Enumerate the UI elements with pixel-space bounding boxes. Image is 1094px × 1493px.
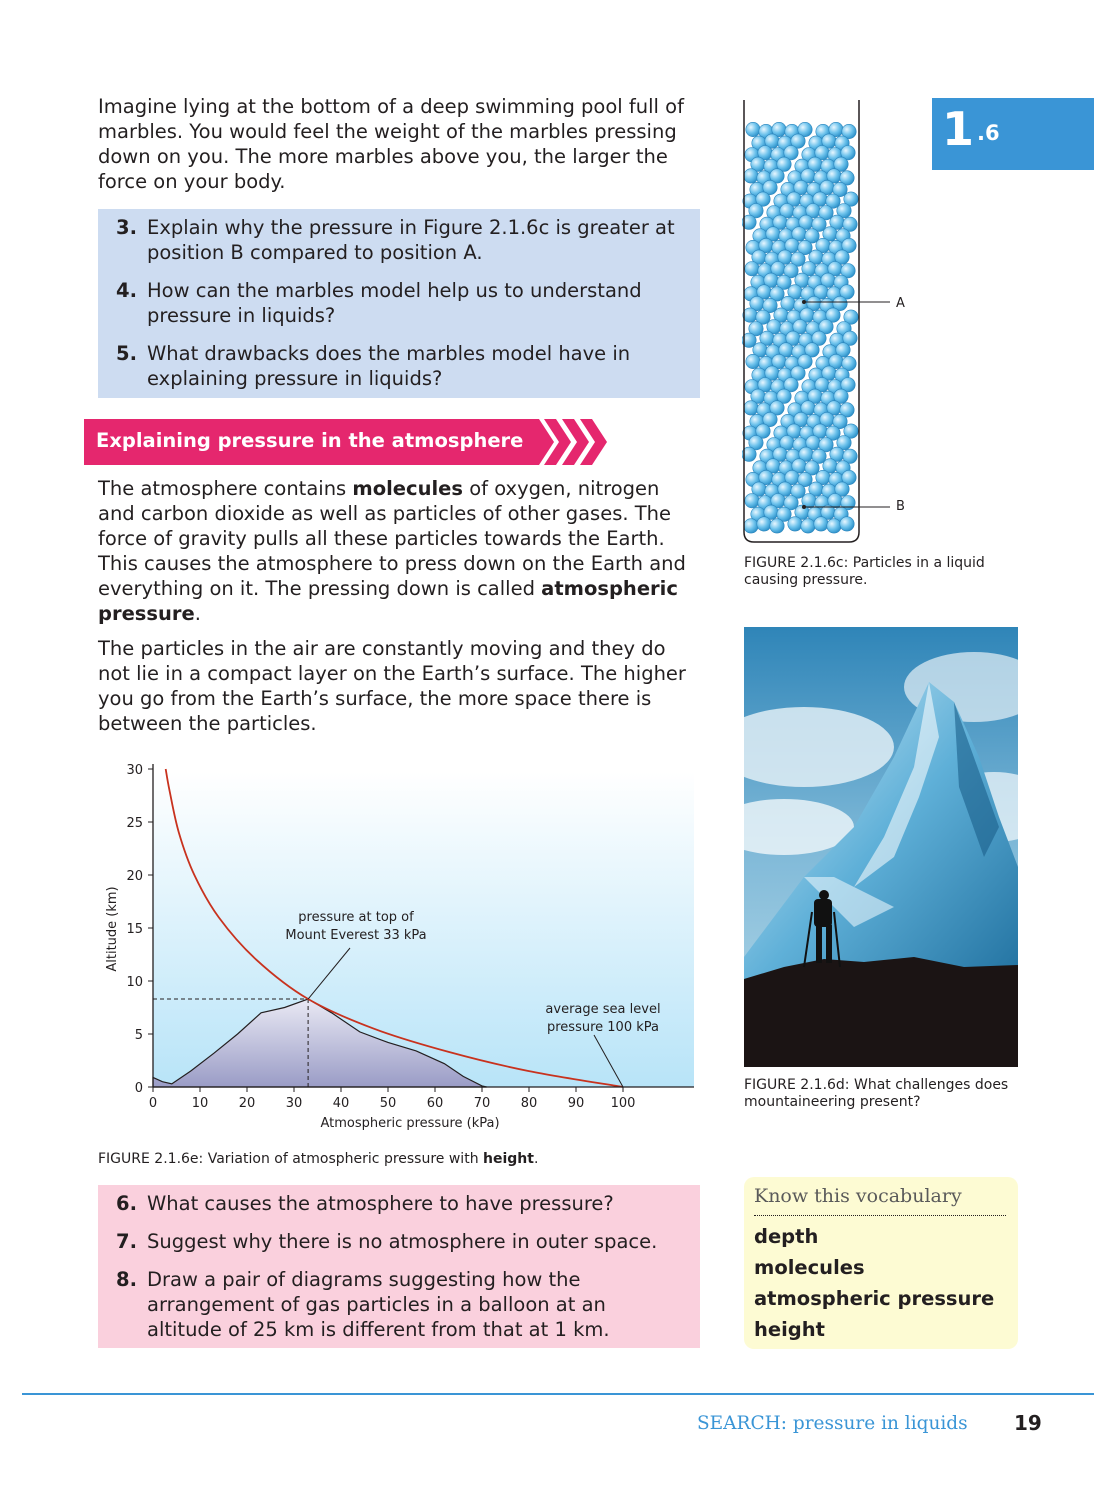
marbles-container-figure — [742, 100, 922, 550]
marble — [746, 122, 760, 136]
question-text: Draw a pair of diagrams suggesting how the arrangement of gas particles in a balloon at an altitude of 25 km is different from that at 1 km. — [147, 1268, 610, 1341]
question-5 — [116, 341, 684, 391]
question-6 — [116, 1191, 684, 1216]
y-tick-label: 0 — [134, 1081, 143, 1096]
pressure-altitude-chart — [94, 752, 714, 1137]
footer-search: SEARCH: pressure in liquids — [697, 1413, 968, 1434]
pointer-dot-a — [802, 300, 806, 304]
y-axis-label: Altitude (km) — [105, 886, 120, 972]
y-tick-label: 5 — [134, 1028, 143, 1043]
x-tick-label: 100 — [610, 1096, 636, 1111]
vocab-item-height: height — [754, 1318, 825, 1341]
x-tick-label: 80 — [520, 1096, 538, 1111]
y-tick-label: 20 — [126, 869, 143, 884]
x-tick-label: 40 — [332, 1096, 350, 1111]
marble — [744, 401, 758, 415]
vocab-item-molecules: molecules — [754, 1256, 865, 1279]
x-tick-label: 50 — [379, 1096, 397, 1111]
marble — [746, 354, 760, 368]
marble — [788, 517, 802, 531]
x-tick-label: 30 — [285, 1096, 303, 1111]
figure-d-caption: FIGURE 2.1.6d: What challenges does mountaineering present? — [744, 1077, 1009, 1110]
chapter-number: 1 — [942, 102, 975, 156]
figure-c-caption: FIGURE 2.1.6c: Particles in a liquid causing pressure. — [744, 555, 985, 588]
y-tick-label: 30 — [126, 763, 143, 778]
label-a: A — [896, 296, 905, 311]
vocab-item-atmospheric-pressure: atmospheric pressure — [754, 1287, 995, 1310]
x-tick-label: 10 — [191, 1096, 209, 1111]
question-number: 3. — [116, 216, 137, 239]
y-tick-label: 15 — [126, 922, 143, 937]
intro-paragraph — [98, 94, 698, 204]
question-text: How can the marbles model help us to understand pressure in liquids? — [147, 279, 642, 327]
vocab-term-molecules: molecules — [352, 477, 463, 500]
atmosphere-text — [98, 476, 694, 746]
question-number: 4. — [116, 279, 137, 302]
question-number: 8. — [116, 1268, 137, 1291]
question-text: What drawbacks does the marbles model have in explaining pressure in liquids? — [147, 342, 631, 390]
chapter-tab — [932, 98, 1094, 170]
x-tick-label: 0 — [148, 1096, 158, 1111]
x-tick-label: 90 — [567, 1096, 585, 1111]
marble — [840, 517, 854, 531]
intro-text: Imagine lying at the bottom of a deep swimming pool full of marbles. You would feel the weight of the marbles pressing down on you. The more marbles above you, the larger the force on your body. — [98, 95, 684, 193]
vocabulary-divider — [754, 1215, 1006, 1216]
annotation-sealevel-line1: average sea level — [545, 1002, 661, 1017]
question-number: 6. — [116, 1192, 137, 1215]
marble — [770, 519, 784, 533]
chapter-subnumber: .6 — [977, 121, 1000, 145]
figure-e-caption: FIGURE 2.1.6e: Variation of atmospheric pressure with height. — [98, 1151, 539, 1167]
marble — [745, 262, 759, 276]
label-b: B — [896, 499, 905, 514]
y-tick-label: 10 — [126, 975, 143, 990]
question-text: Explain why the pressure in Figure 2.1.6c is greater at position B compared to position A. — [147, 216, 675, 264]
x-axis-label: Atmospheric pressure (kPa) — [320, 1116, 500, 1131]
x-tick-label: 70 — [473, 1096, 491, 1111]
page-number: 19 — [1014, 1411, 1042, 1435]
question-text: Suggest why there is no atmosphere in outer space. — [147, 1230, 658, 1253]
vocabulary-list — [754, 1221, 994, 1345]
foreground-ridge — [744, 957, 1018, 1067]
vocab-term-atmospheric-pressure: atmospheric pressure — [98, 577, 678, 625]
marble — [744, 519, 758, 533]
question-7 — [116, 1229, 684, 1254]
question-text: What causes the atmosphere to have pressure? — [147, 1192, 614, 1215]
vocab-item-depth: depth — [754, 1225, 819, 1248]
marble — [757, 517, 771, 531]
marble — [745, 494, 759, 508]
question-8 — [116, 1267, 684, 1342]
mountaineer-photo — [744, 627, 1018, 1067]
pointer-dot-b — [802, 505, 806, 509]
section-heading: Explaining pressure in the atmosphere — [96, 429, 524, 452]
vocabulary-box — [744, 1177, 1018, 1349]
marble — [801, 519, 815, 533]
annotation-sealevel-line2: pressure 100 kPa — [547, 1020, 659, 1035]
y-tick-label: 25 — [126, 816, 143, 831]
marble — [814, 517, 828, 531]
question-3 — [116, 215, 684, 265]
vocabulary-title: Know this vocabulary — [754, 1185, 962, 1207]
section-heading-banner — [84, 419, 614, 465]
question-4 — [116, 278, 684, 328]
marble — [743, 308, 757, 322]
question-number: 5. — [116, 342, 137, 365]
marble — [744, 169, 758, 183]
annotation-everest-line2: Mount Everest 33 kPa — [285, 928, 427, 943]
x-tick-label: 20 — [238, 1096, 256, 1111]
paragraph-particles: The particles in the air are constantly moving and they do not lie in a compact layer on the Earth’s surface. The higher you go from the Earth’s surface, the more space there is between the particles. — [98, 637, 686, 735]
question-number: 7. — [116, 1230, 137, 1253]
marble — [827, 519, 841, 533]
questions-box-pink — [98, 1185, 700, 1348]
paragraph-atmosphere: The atmosphere contains molecules of oxygen, nitrogen and carbon dioxide as well as particles of other gases. The force of gravity pulls all these particles towards the Earth. This causes the atmosphere to press down on the Earth and everything on it. The pressing down is called atmospheric pressure. — [98, 477, 686, 625]
x-tick-label: 60 — [426, 1096, 444, 1111]
footer-rule — [22, 1393, 1094, 1395]
annotation-everest-line1: pressure at top of — [298, 910, 414, 925]
questions-box-blue — [98, 209, 700, 398]
